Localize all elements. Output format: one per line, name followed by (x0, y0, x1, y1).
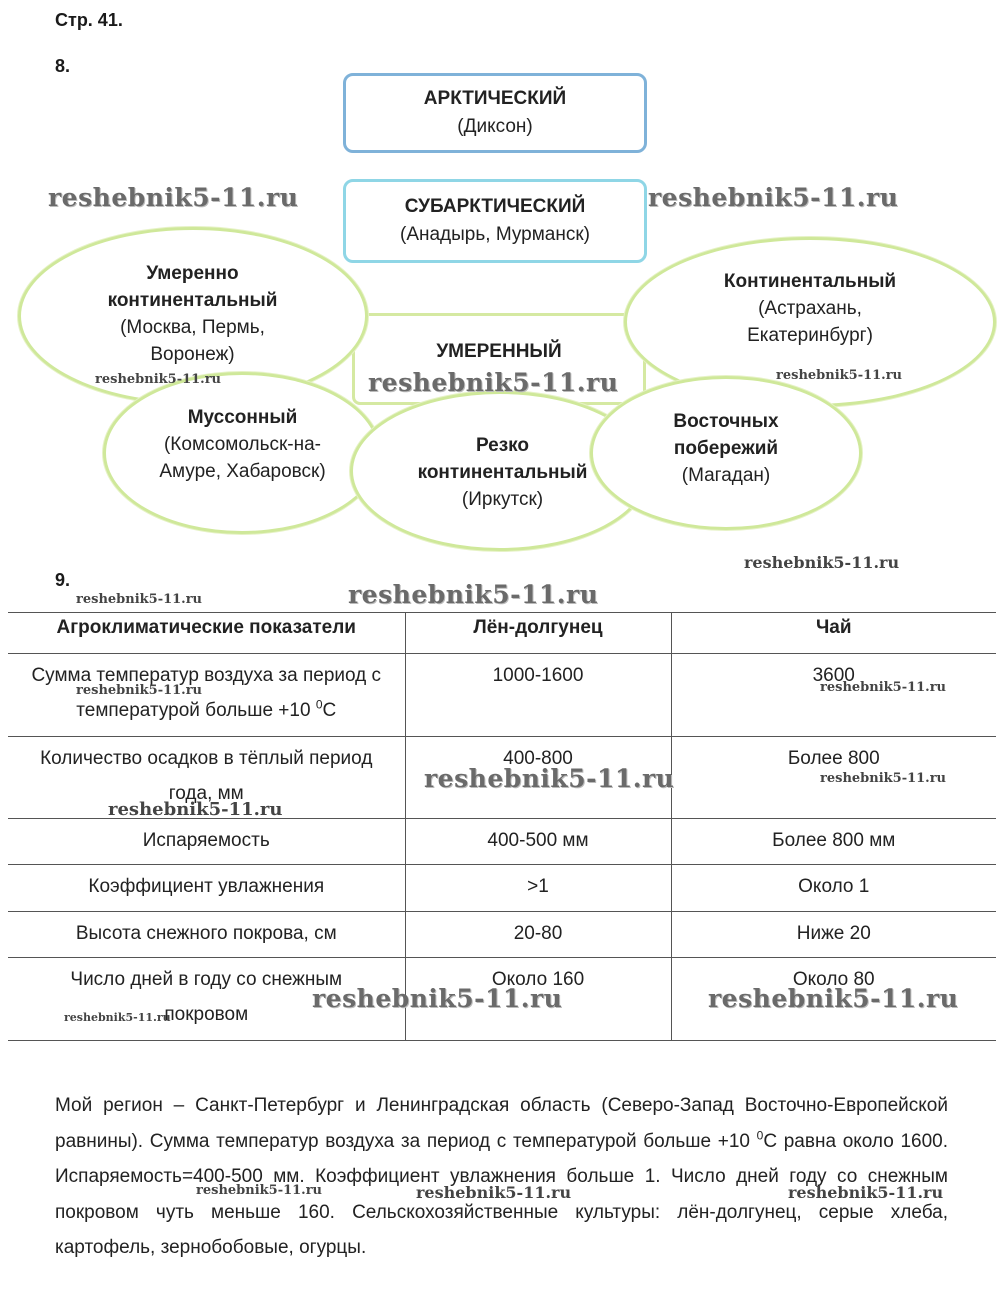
watermark: reshebnik5-11.ru (708, 984, 959, 1013)
subarctic-title: СУБАРКТИЧЕСКИЙ (404, 196, 586, 217)
indicator-cell: Высота снежного покрова, см (8, 912, 405, 958)
watermark: reshebnik5-11.ru (648, 183, 899, 212)
watermark: reshebnik5-11.ru (312, 984, 563, 1013)
sharply-continental-title-2: континентальный (417, 462, 588, 483)
continental-text (660, 268, 960, 349)
watermark: reshebnik5-11.ru (424, 764, 675, 793)
arctic-example: (Диксон) (457, 116, 533, 137)
east-coasts-example: (Магадан) (681, 465, 771, 486)
tea-cell: 3600 (671, 654, 996, 737)
table-header-row (8, 613, 996, 654)
watermark: reshebnik5-11.ru (368, 368, 619, 397)
watermark: reshebnik5-11.ru (416, 1183, 572, 1202)
tea-cell: Более 800 (671, 737, 996, 819)
watermark: reshebnik5-11.ru (76, 683, 203, 698)
task-9-label: 9. (55, 570, 71, 590)
region-text-part1: Мой регион – Санкт-Петербург и Ленинградская область (Северо-Запад Восточно-Европейской равнины). Сумма температур воздуха за период с температурой больше +10 (55, 1095, 948, 1152)
subarctic-climate-box (343, 179, 647, 263)
indicator-cell: Коэффициент увлажнения (8, 865, 405, 912)
indicator-cell (8, 654, 405, 737)
page-number: Стр. 41. (55, 10, 123, 30)
watermark: reshebnik5-11.ru (348, 580, 599, 609)
monsoon-text (110, 404, 375, 485)
east-coasts-text (600, 408, 852, 489)
monsoon-title: Муссонный (187, 407, 298, 428)
flax-cell: 400-800 (405, 737, 671, 819)
region-text-part2: С равна около 1600. Испаряемость=400-500 мм. Коэффициент увлажнения больше 1. Число дней году со снежным покровом чуть меньше 160. Сельскохозяйственные культуры: лён-долгунец, серые хлеба, картофель, зернобобовые, огурцы. (55, 1130, 949, 1258)
flax-cell: 20-80 (405, 912, 671, 958)
region-degree-sup: 0 (756, 1128, 764, 1143)
header-tea: Чай (671, 613, 996, 654)
monsoon-example-1: (Комсомольск-на- (163, 434, 322, 455)
moderately-continental-example-1: (Москва, Пермь, (120, 317, 265, 338)
indicator-line: Сумма температур воздуха за период с (31, 665, 382, 686)
indicator-cell: Испаряемость (8, 819, 405, 865)
temperate-title: УМЕРЕННЫЙ (436, 341, 562, 362)
watermark: reshebnik5-11.ru (64, 1011, 171, 1024)
watermark: reshebnik5-11.ru (108, 799, 283, 820)
moderately-continental-example-2: Воронеж) (150, 344, 235, 365)
table-row (8, 819, 996, 865)
arctic-title: АРКТИЧЕСКИЙ (423, 88, 567, 109)
east-coasts-title-1: Восточных (673, 411, 779, 432)
header-flax: Лён-долгунец (405, 613, 671, 654)
watermark: reshebnik5-11.ru (820, 680, 947, 695)
watermark: reshebnik5-11.ru (76, 592, 203, 607)
tea-cell: Около 1 (671, 865, 996, 912)
watermark: reshebnik5-11.ru (48, 183, 299, 212)
moderately-continental-title-2: континентальный (107, 290, 278, 311)
flax-cell: 1000-1600 (405, 654, 671, 737)
continental-example-2: Екатеринбург) (747, 325, 873, 346)
continental-title: Континентальный (723, 271, 897, 292)
continental-example-1: (Астрахань, (758, 298, 862, 319)
agroclimate-table (8, 612, 996, 1041)
watermark: reshebnik5-11.ru (95, 372, 222, 387)
table-row (8, 865, 996, 912)
region-description (55, 1088, 948, 1266)
sharply-continental-title-1: Резко (475, 435, 530, 456)
tea-cell: Ниже 20 (671, 912, 996, 958)
flax-cell: >1 (405, 865, 671, 912)
sharply-continental-example: (Иркутск) (461, 489, 544, 510)
east-coasts-title-2: побережий (673, 438, 779, 459)
moderately-continental-text (40, 260, 345, 368)
monsoon-example-2: Амуре, Хабаровск) (159, 461, 326, 482)
subarctic-example: (Анадырь, Мурманск) (400, 224, 590, 245)
tea-cell: Около 80 (671, 958, 996, 1041)
watermark: reshebnik5-11.ru (788, 1183, 944, 1202)
watermark: reshebnik5-11.ru (196, 1183, 323, 1198)
indicator-line: Количество осадков в тёплый период (40, 748, 373, 769)
indicator-line: года, мм (168, 783, 244, 804)
task-8-label: 8. (55, 56, 71, 76)
indicator-line: Число дней в году со снежным (70, 969, 343, 990)
flax-cell: 400-500 мм (405, 819, 671, 865)
header-indicators: Агроклиматические показатели (8, 613, 405, 654)
tea-cell: Более 800 мм (671, 819, 996, 865)
flax-cell: Около 160 (405, 958, 671, 1041)
watermark: reshebnik5-11.ru (776, 368, 903, 383)
watermark: reshebnik5-11.ru (744, 553, 900, 572)
indicator-line: температурой больше +10 $^0$С (76, 697, 337, 721)
indicator-line: покровом (164, 1004, 249, 1025)
moderately-continental-title-1: Умеренно (146, 263, 239, 284)
table-row (8, 912, 996, 958)
arctic-climate-box (343, 73, 647, 153)
watermark: reshebnik5-11.ru (820, 771, 947, 786)
